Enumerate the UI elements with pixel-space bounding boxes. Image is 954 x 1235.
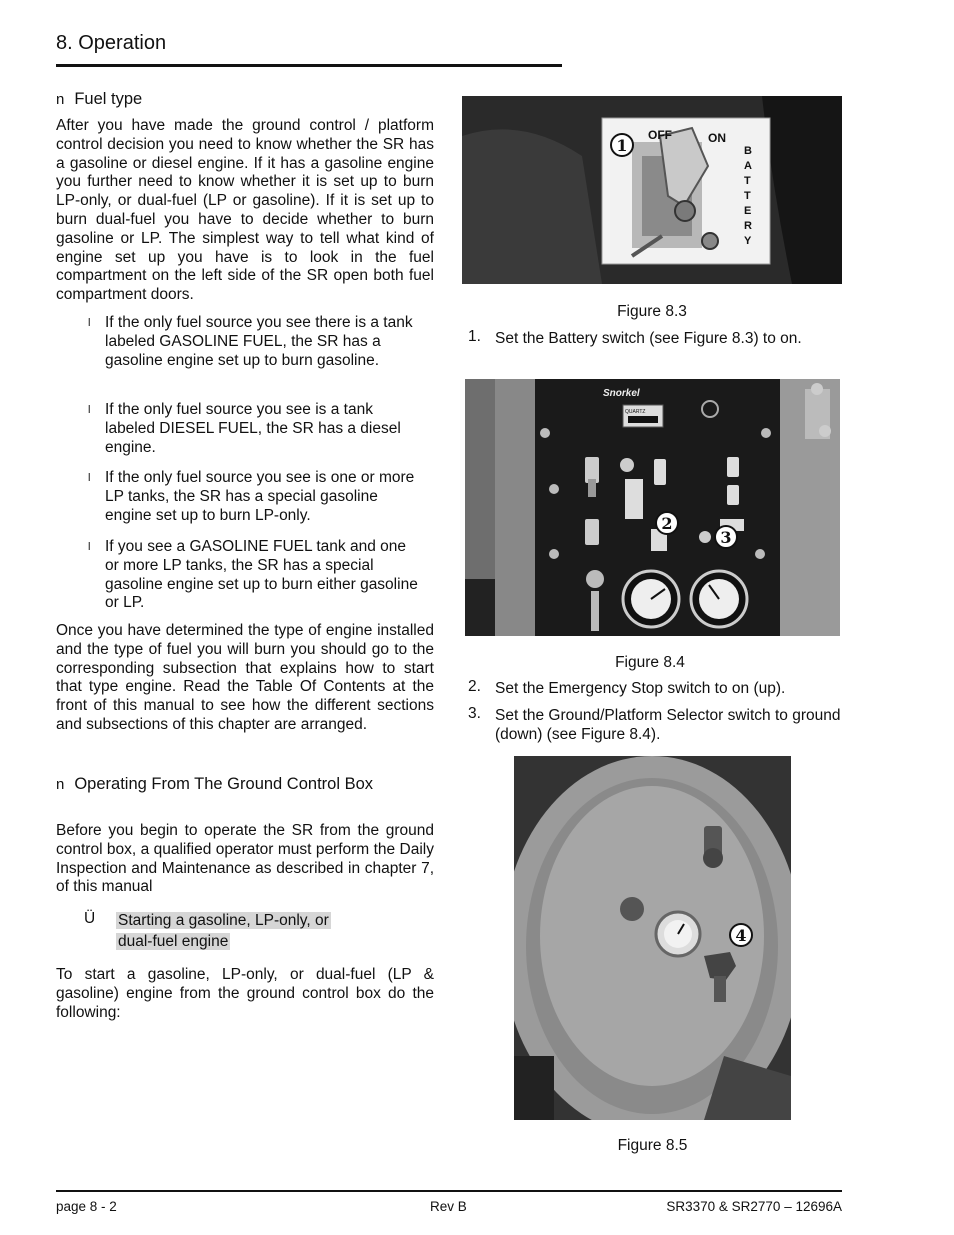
- step-number: 1.: [468, 328, 481, 345]
- battery-letter: A: [744, 160, 752, 172]
- page-number: page 8 - 2: [56, 1199, 117, 1214]
- step-text: Set the Emergency Stop switch to on (up).: [495, 680, 786, 697]
- check-marker: Ü: [84, 910, 96, 927]
- control-panel-photo: [465, 379, 840, 636]
- bullet-marker: l: [88, 317, 91, 329]
- off-label: OFF: [648, 128, 672, 142]
- highlight-line-1: Starting a gasoline, LP-only, or: [118, 912, 329, 929]
- lp-tank-photo: [514, 756, 791, 1120]
- ground-control-paragraph: Before you begin to operate the SR from the ground control box, a qualified operator must perform the Daily Inspection and Maintenance as described in chapter 7, of this manual: [56, 822, 434, 896]
- hour-meter-label: QUARTZ: [625, 409, 646, 415]
- battery-letter: T: [744, 175, 751, 187]
- brand-label: Snorkel: [603, 388, 640, 399]
- figure-caption: Figure 8.4: [615, 654, 685, 671]
- callout-number: 4: [735, 926, 747, 945]
- revision: Rev B: [430, 1199, 467, 1214]
- step-text: Set the Ground/Platform Selector switch to ground (down) (see Figure 8.4).: [495, 707, 841, 743]
- bullet-marker: l: [88, 541, 91, 553]
- battery-letter: T: [744, 190, 751, 202]
- callout-number: 1: [616, 136, 628, 155]
- list-item-text: If you see a GASOLINE FUEL tank and one or more LP tanks, the SR has a special gasoline engine set up to burn either gasoline or LP.: [105, 538, 418, 612]
- list-item-text: If the only fuel source you see there is a tank labeled GASOLINE FUEL, the SR has a gasoline engine set up to burn gasoline.: [105, 314, 413, 369]
- battery-letter: R: [744, 220, 752, 232]
- ground-control-heading-label: Operating From The Ground Control Box: [74, 775, 374, 793]
- battery-letter: Y: [744, 235, 752, 247]
- fuel-type-heading-label: Fuel type: [74, 90, 143, 108]
- fuel-type-heading: [56, 90, 142, 109]
- highlight-line-2: dual-fuel engine: [118, 933, 229, 950]
- page-title: 8. Operation: [56, 32, 167, 54]
- step-number: 3.: [468, 705, 481, 722]
- bullet-marker: l: [88, 472, 91, 484]
- battery-letter: B: [744, 145, 752, 157]
- step-text: Set the Battery switch (see Figure 8.3) to on.: [495, 330, 802, 347]
- model-number: SR3370 & SR2770 – 12696A: [666, 1199, 842, 1214]
- section-marker: n: [56, 776, 65, 793]
- engine-determined-paragraph: Once you have determined the type of engine installed and the type of fuel you will burn you should go to the corresponding subsection that explains how to start that type engine. Read the Table Of Contents at the front of this manual to see how the different sections and subsections of this chapter are arranged.: [56, 622, 434, 733]
- subsection-heading-text: [116, 910, 331, 952]
- section-marker: n: [56, 91, 65, 108]
- figure-caption: Figure 8.5: [617, 1137, 688, 1154]
- list-item-text: If the only fuel source you see is one or more LP tanks, the SR has a special gasoline engine set up to burn LP-only.: [105, 469, 415, 524]
- callout-number: 3: [720, 528, 732, 547]
- battery-switch-photo: [462, 96, 842, 284]
- figure-caption: Figure 8.3: [617, 303, 687, 320]
- on-label: ON: [708, 131, 726, 145]
- fuel-type-paragraph: After you have made the ground control / platform control decision you need to know whether the SR has a gasoline or diesel engine. If it has a gasoline engine you further need to know whether it is set up to burn LP-only, or dual-fuel (LP or gasoline). If it is set up to burn dual-fuel you have to decide whether to burn gasoline or LP. The simplest way to tell what kind of engine set up you have is to look in the fuel compartment on the left side of the SR open both fuel compartment doors.: [56, 117, 434, 304]
- footer-rule: [56, 1190, 842, 1192]
- header-rule: [56, 64, 562, 67]
- ground-control-heading: [56, 775, 373, 794]
- start-engine-paragraph: To start a gasoline, LP-only, or dual-fuel (LP & gasoline) engine from the ground control box do the following:: [56, 966, 434, 1021]
- callout-number: 2: [661, 514, 673, 533]
- list-item-text: If the only fuel source you see is a tank labeled DIESEL FUEL, the SR has a diesel engine.: [105, 401, 401, 456]
- bullet-marker: l: [88, 404, 91, 416]
- battery-letter: E: [744, 205, 752, 217]
- step-number: 2.: [468, 678, 481, 695]
